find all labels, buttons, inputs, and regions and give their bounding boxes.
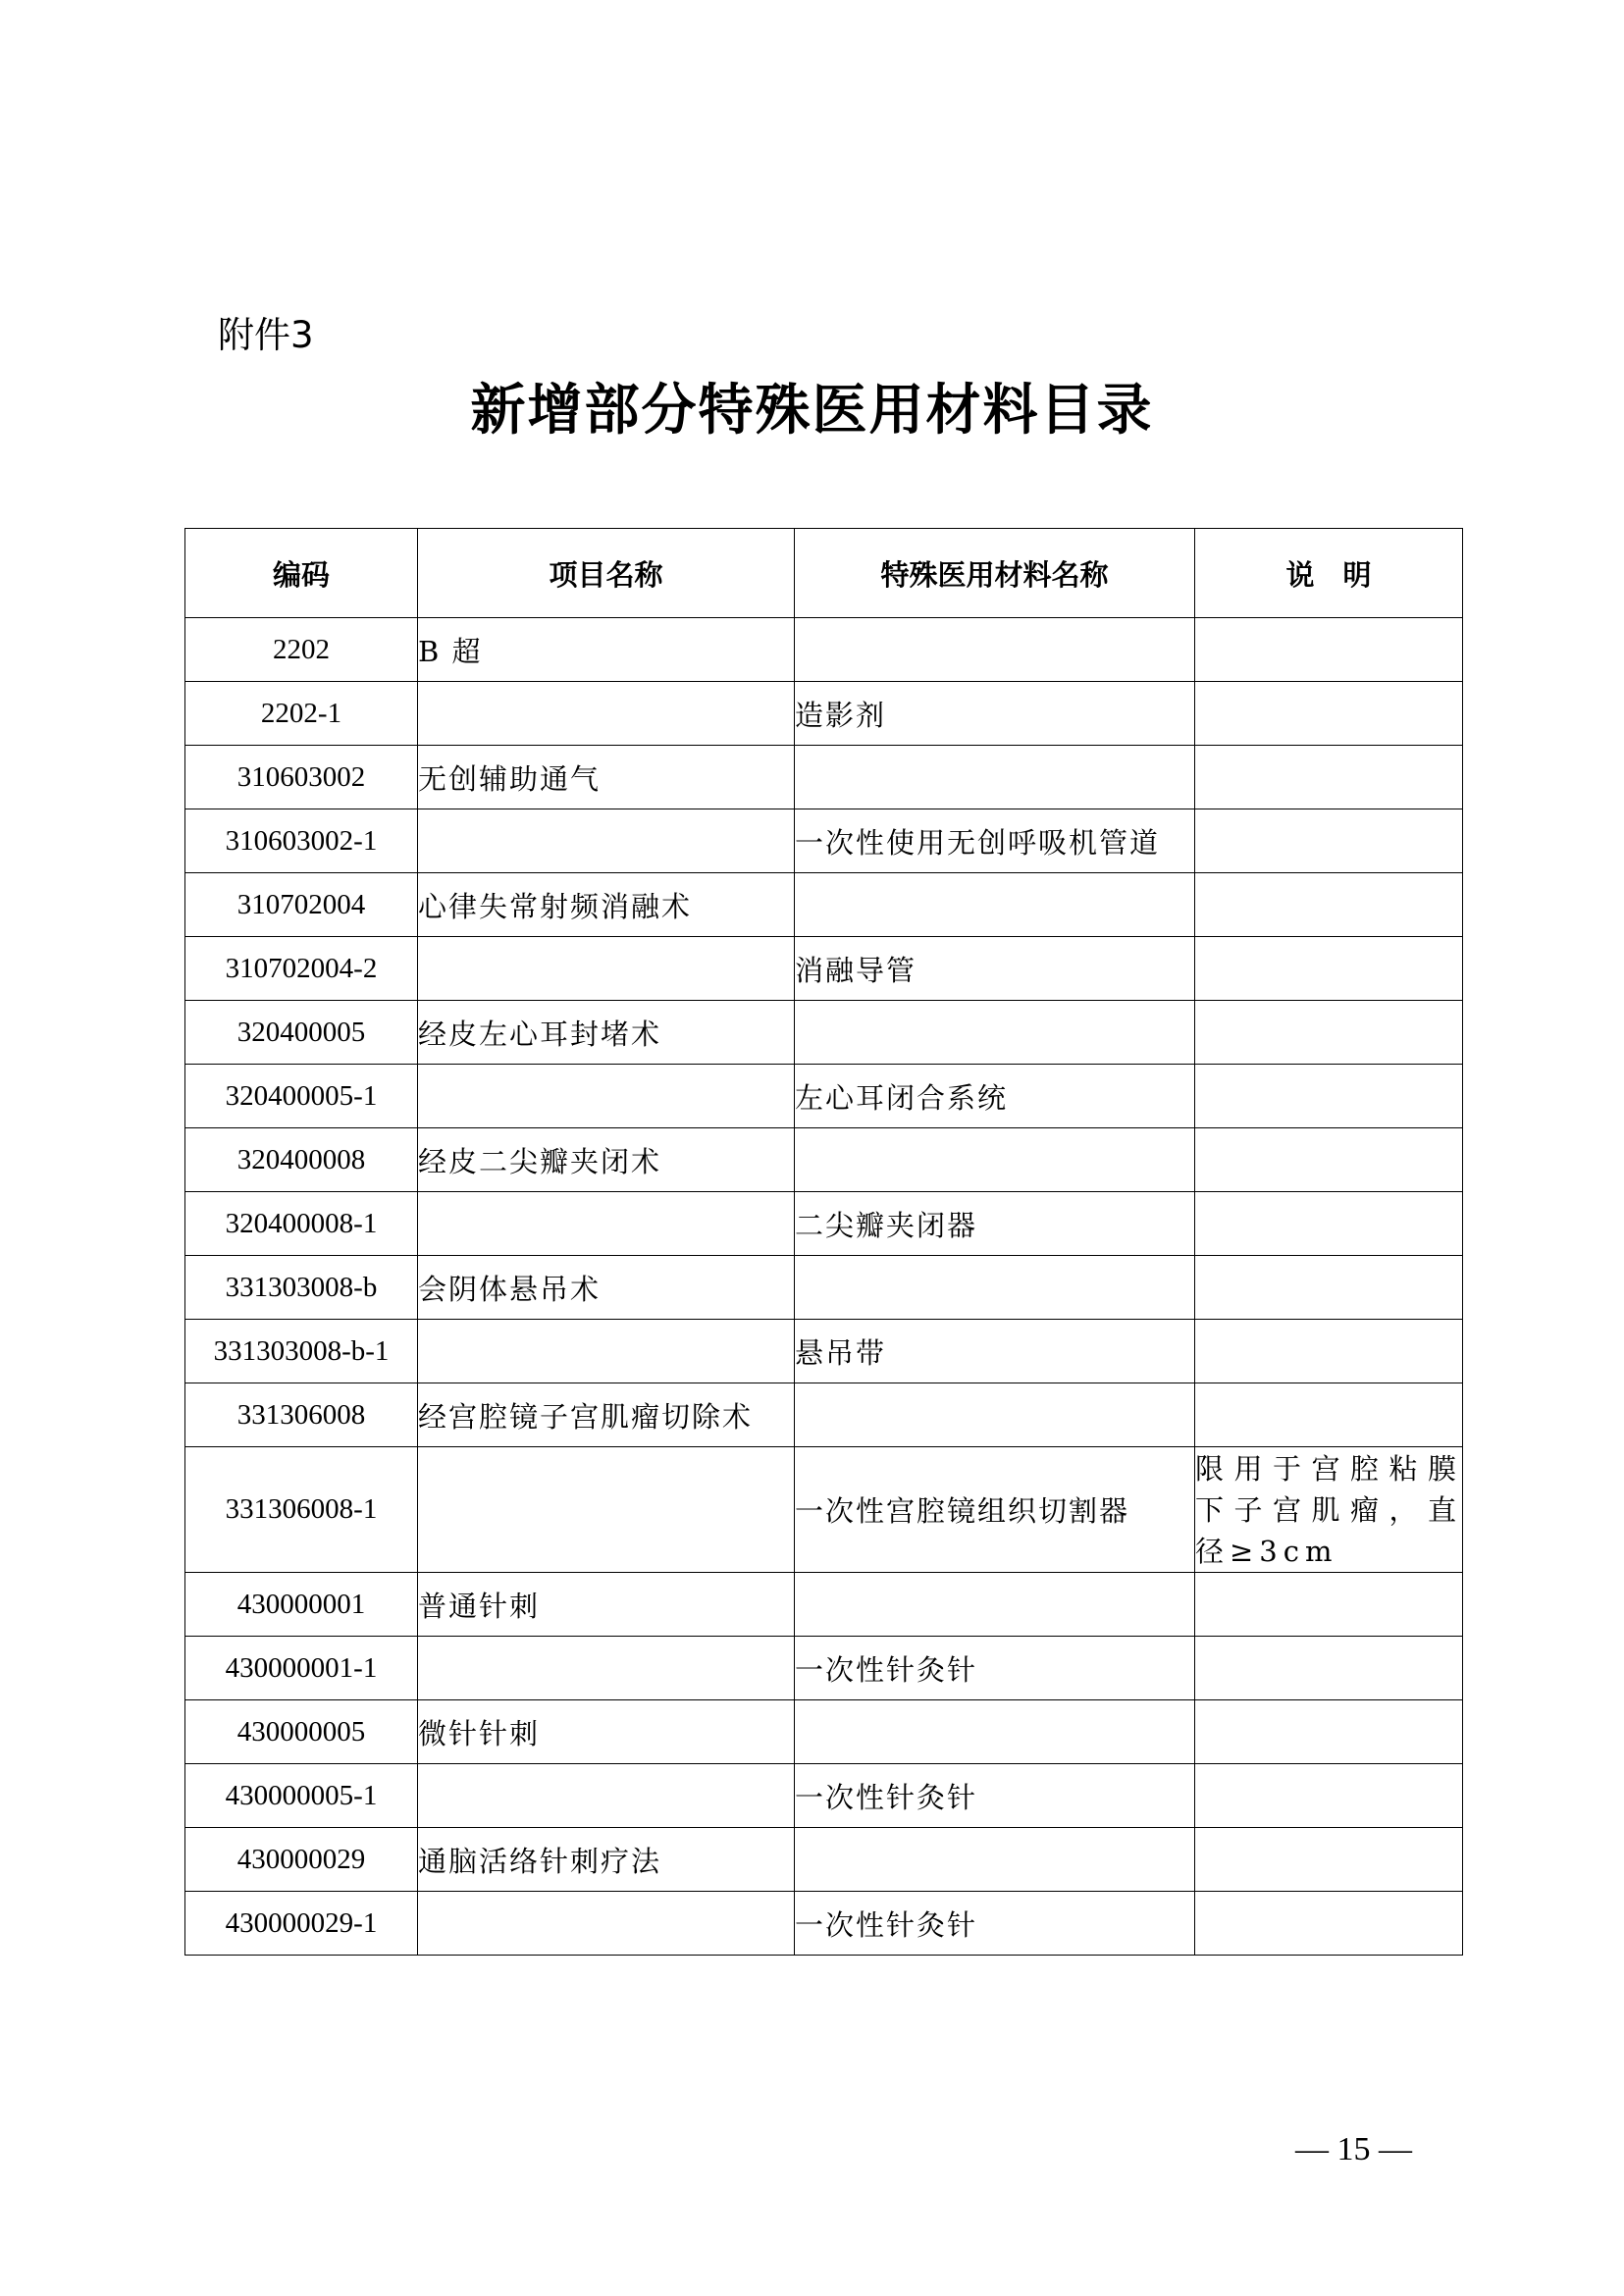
cell-item-name — [418, 1065, 795, 1128]
cell-note — [1195, 1065, 1463, 1128]
cell-item-name — [418, 682, 795, 746]
cell-material-name — [795, 1001, 1195, 1065]
table-row — [185, 1828, 1463, 1892]
cell-code: 320400008-1 — [185, 1192, 418, 1256]
cell-material-name — [795, 1256, 1195, 1320]
cell-item-name: 心律失常射频消融术 — [418, 873, 795, 937]
cell-note — [1195, 1573, 1463, 1637]
cell-material-name — [795, 1383, 1195, 1447]
cell-note: 限用于宫腔粘膜下子宫肌瘤，直径≥3cm — [1195, 1447, 1463, 1573]
cell-material-name: 一次性针灸针 — [795, 1637, 1195, 1700]
cell-item-name: 无创辅助通气 — [418, 746, 795, 809]
table-row — [185, 1065, 1463, 1128]
header-code: 编码 — [185, 529, 418, 618]
table-row — [185, 1892, 1463, 1956]
cell-code: 430000005 — [185, 1700, 418, 1764]
table-row — [185, 1447, 1463, 1573]
cell-note — [1195, 1001, 1463, 1065]
cell-note — [1195, 1700, 1463, 1764]
table-row — [185, 1637, 1463, 1700]
table-row — [185, 1700, 1463, 1764]
cell-code: 430000001 — [185, 1573, 418, 1637]
cell-note — [1195, 682, 1463, 746]
page-number: — 15 — — [1295, 2131, 1412, 2167]
cell-item-name: 通脑活络针刺疗法 — [418, 1828, 795, 1892]
cell-item-name — [418, 1192, 795, 1256]
cell-code: 331303008-b-1 — [185, 1320, 418, 1383]
cell-code: 430000029 — [185, 1828, 418, 1892]
cell-note — [1195, 937, 1463, 1001]
cell-material-name — [795, 746, 1195, 809]
cell-code: 331303008-b — [185, 1256, 418, 1320]
cell-material-name: 一次性针灸针 — [795, 1892, 1195, 1956]
cell-item-name: B 超 — [418, 618, 795, 682]
table-row — [185, 746, 1463, 809]
cell-material-name — [795, 618, 1195, 682]
cell-item-name: 微针针刺 — [418, 1700, 795, 1764]
header-material-name: 特殊医用材料名称 — [795, 529, 1195, 618]
cell-code: 430000029-1 — [185, 1892, 418, 1956]
table-header-row — [185, 529, 1463, 618]
cell-code: 2202-1 — [185, 682, 418, 746]
cell-code: 320400005-1 — [185, 1065, 418, 1128]
cell-code: 331306008-1 — [185, 1447, 418, 1573]
table-row — [185, 1192, 1463, 1256]
cell-material-name: 一次性针灸针 — [795, 1764, 1195, 1828]
table-row — [185, 809, 1463, 873]
cell-note — [1195, 1764, 1463, 1828]
cell-note — [1195, 1256, 1463, 1320]
cell-item-name — [418, 1320, 795, 1383]
cell-note — [1195, 1192, 1463, 1256]
cell-material-name — [795, 1128, 1195, 1192]
cell-material-name — [795, 1573, 1195, 1637]
cell-item-name: 经宫腔镜子宫肌瘤切除术 — [418, 1383, 795, 1447]
table-row — [185, 682, 1463, 746]
cell-code: 310603002-1 — [185, 809, 418, 873]
cell-note — [1195, 1892, 1463, 1956]
cell-code: 320400008 — [185, 1128, 418, 1192]
cell-material-name: 一次性宫腔镜组织切割器 — [795, 1447, 1195, 1573]
table-row — [185, 1256, 1463, 1320]
header-note: 说 明 — [1195, 529, 1463, 618]
table-body — [185, 618, 1463, 1956]
cell-item-name — [418, 1892, 795, 1956]
cell-code: 310702004 — [185, 873, 418, 937]
cell-material-name: 悬吊带 — [795, 1320, 1195, 1383]
cell-note — [1195, 1320, 1463, 1383]
cell-material-name: 消融导管 — [795, 937, 1195, 1001]
attachment-label: 附件3 — [218, 314, 314, 356]
cell-item-name — [418, 937, 795, 1001]
table-row — [185, 1764, 1463, 1828]
table-row — [185, 937, 1463, 1001]
cell-code: 310702004-2 — [185, 937, 418, 1001]
cell-code: 430000001-1 — [185, 1637, 418, 1700]
cell-note — [1195, 1828, 1463, 1892]
cell-code: 430000005-1 — [185, 1764, 418, 1828]
table-row — [185, 1320, 1463, 1383]
cell-note — [1195, 618, 1463, 682]
cell-material-name — [795, 873, 1195, 937]
cell-item-name: 经皮二尖瓣夹闭术 — [418, 1128, 795, 1192]
cell-code: 2202 — [185, 618, 418, 682]
table-row — [185, 1128, 1463, 1192]
cell-material-name — [795, 1828, 1195, 1892]
cell-item-name: 会阴体悬吊术 — [418, 1256, 795, 1320]
cell-note — [1195, 809, 1463, 873]
table-row — [185, 1573, 1463, 1637]
header-item-name: 项目名称 — [418, 529, 795, 618]
cell-item-name: 经皮左心耳封堵术 — [418, 1001, 795, 1065]
cell-material-name: 左心耳闭合系统 — [795, 1065, 1195, 1128]
cell-note — [1195, 1383, 1463, 1447]
cell-code: 310603002 — [185, 746, 418, 809]
cell-item-name — [418, 1447, 795, 1573]
cell-material-name: 一次性使用无创呼吸机管道 — [795, 809, 1195, 873]
table-row — [185, 618, 1463, 682]
cell-material-name — [795, 1700, 1195, 1764]
cell-item-name — [418, 809, 795, 873]
cell-note — [1195, 1128, 1463, 1192]
table-row — [185, 873, 1463, 937]
cell-material-name: 造影剂 — [795, 682, 1195, 746]
cell-note — [1195, 873, 1463, 937]
cell-code: 320400005 — [185, 1001, 418, 1065]
cell-item-name — [418, 1637, 795, 1700]
cell-code: 331306008 — [185, 1383, 418, 1447]
materials-catalog-table — [184, 528, 1463, 1956]
table-row — [185, 1383, 1463, 1447]
cell-note — [1195, 1637, 1463, 1700]
cell-note — [1195, 746, 1463, 809]
cell-item-name: 普通针刺 — [418, 1573, 795, 1637]
document-title: 新增部分特殊医用材料目录 — [470, 378, 1154, 443]
table-row — [185, 1001, 1463, 1065]
cell-item-name — [418, 1764, 795, 1828]
cell-material-name: 二尖瓣夹闭器 — [795, 1192, 1195, 1256]
